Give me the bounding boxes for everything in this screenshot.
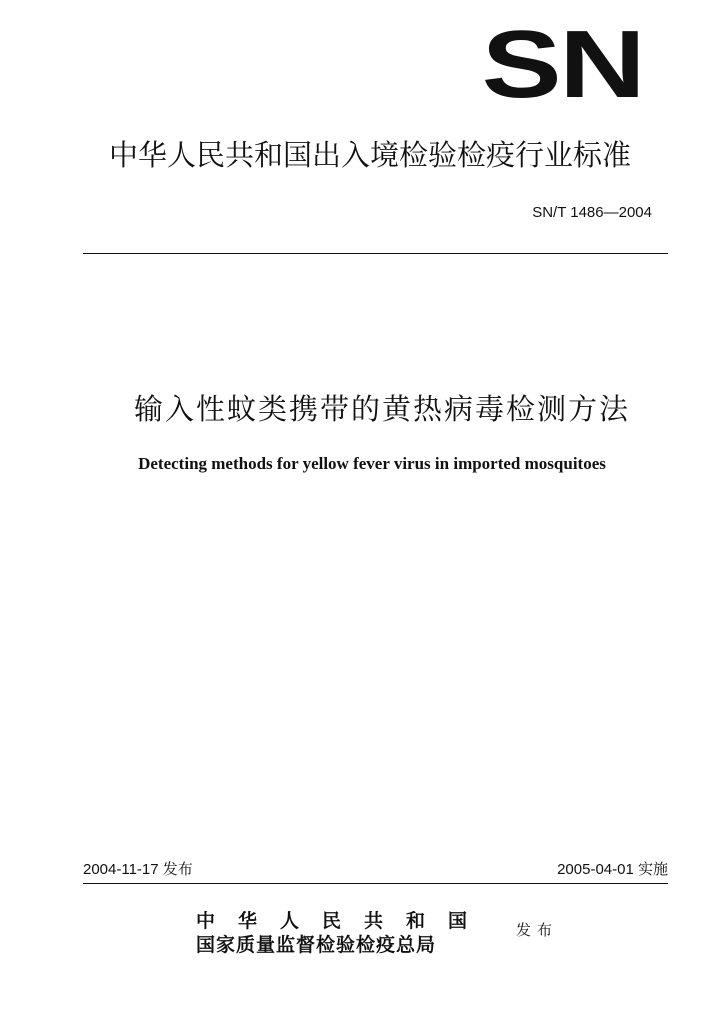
issuer-line-agency: 国家质量监督检验检疫总局 [196,934,437,956]
issuer-line-country: 中华人民共和国 [196,910,491,932]
standard-logo: SN [481,11,644,118]
effective-date: 2005-04-01 实施 [557,861,668,878]
document-title-chinese: 输入性蚊类携带的黄热病毒检测方法 [133,392,630,426]
top-divider [83,253,668,254]
issued-label: 发布 [516,921,559,939]
issuer-block [196,909,506,957]
issuing-authority-heading: 中华人民共和国出入境检验检疫行业标准 [108,138,631,172]
document-title-english: Detecting methods for yellow fever virus in imported mosquitoes [138,454,606,473]
standard-number: SN/T 1486—2004 [532,204,652,221]
issue-date: 2004-11-17 发布 [83,861,193,878]
bottom-divider [83,883,668,884]
